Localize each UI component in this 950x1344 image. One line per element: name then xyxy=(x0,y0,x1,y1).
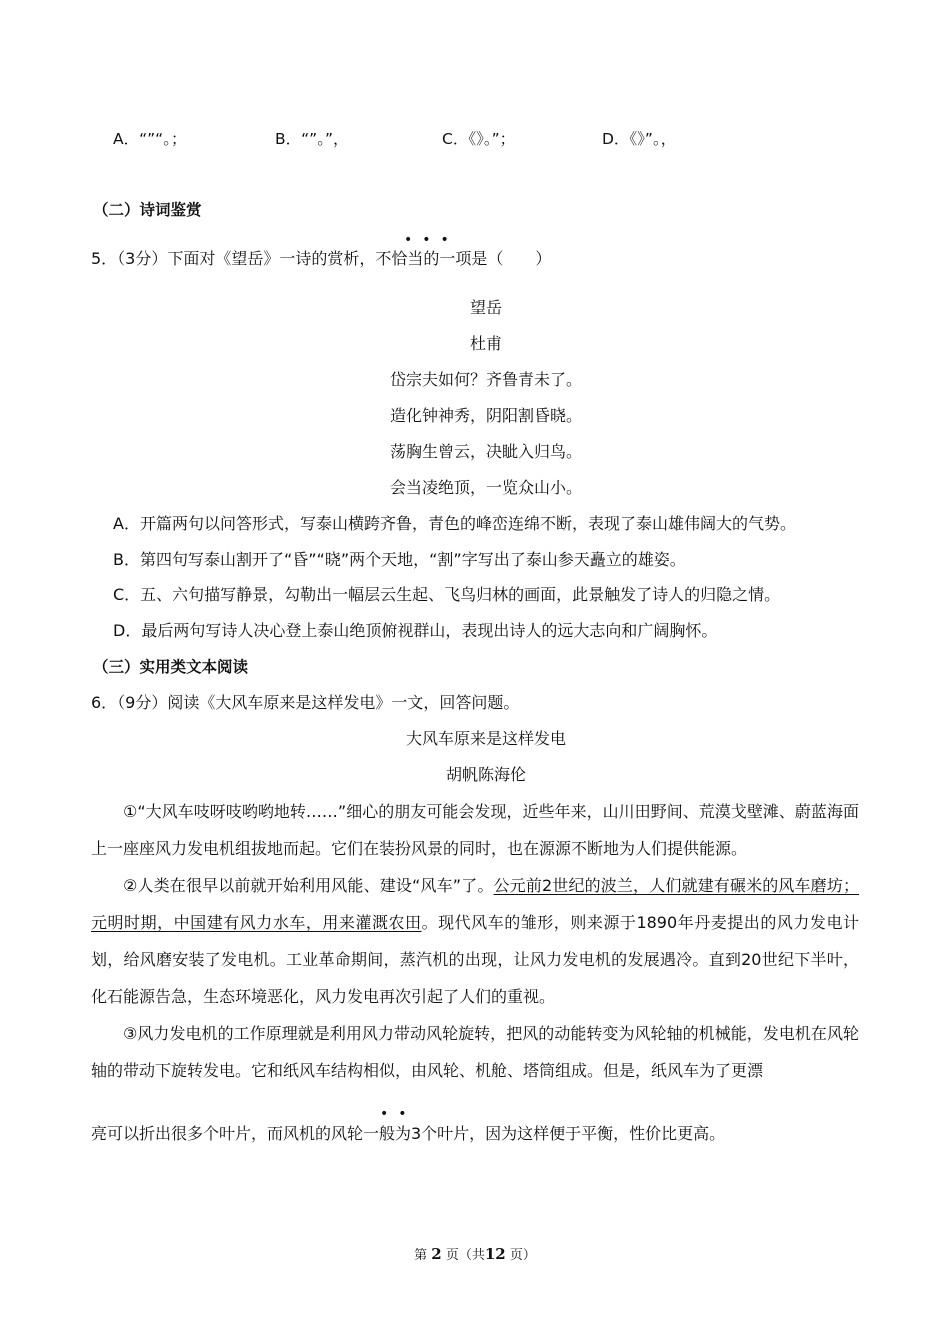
q5-option-d: D．最后两句写诗人决心登上泰山绝顶俯视群山，表现出诗人的远大志向和广阔胸怀。 xyxy=(113,621,718,640)
footer-suffix: 页） xyxy=(509,1248,536,1263)
article-paragraph-1 xyxy=(91,793,859,867)
section-heading-poetry: （二）诗词鉴赏 xyxy=(93,201,202,219)
footer-prefix: 第 xyxy=(414,1248,428,1263)
q5-option-b: B．第四句写泰山割开了“昏”“晓”两个天地，“割”字写出了泰山参天矗立的雄姿。 xyxy=(113,550,686,569)
poem-line: 荡胸生曾云，决眦入归鸟。 xyxy=(389,442,582,461)
q5-question: 5．（3分）下面对《望岳》一诗的赏析，不恰当的一项是（ ） xyxy=(91,249,552,268)
poem-author: 杜甫 xyxy=(469,334,502,353)
page-number: 2 xyxy=(431,1245,442,1263)
paragraph-text: 。现代风车的雏形，则来源于1890年丹麦提出的风力发电计划，给风磨安装了发电机。工业革命期间，蒸汽机的出现，让风力发电机的发展遇冷。直到20世纪下半叶，化石能源告急，生态环境恶化，风力发电再次引起了人们的重视。 xyxy=(91,913,859,1006)
poem-line: 会当凌绝顶，一览众山小。 xyxy=(389,478,582,497)
paragraph-text: ①“大风车吱呀吱哟哟地转……”细心的朋友可能会发现，近些年来，山川田野间、荒漠戈壁滩、蔚蓝海面上一座座风力发电机组拔地而起。它们在装扮风景的同时，也在源源不断地为人们提供能源。 xyxy=(91,802,859,858)
emphasis-dots: •• xyxy=(380,1106,417,1122)
paragraph-text: ③风力发电机的工作原理就是利用风力带动风轮旋转，把风的动能转变为风轮轴的机械能，发电机在风轮轴的带动下旋转发电。它和纸风车结构相似，由风轮、机舱、塔筒组成。但是，纸风车为了更漂 xyxy=(91,1024,859,1080)
emphasis-dots: ••• xyxy=(404,232,459,248)
q4-option-d: D．《》”。， xyxy=(602,130,677,148)
page-total: 12 xyxy=(484,1245,506,1263)
q4-option-c: C．《》。”； xyxy=(442,130,516,148)
footer-middle: 页（共 xyxy=(445,1248,485,1263)
article-paragraph-3 xyxy=(91,1015,859,1089)
q4-option-b: B．“”。”， xyxy=(275,130,349,148)
paragraph-text: ②人类在很早以前就开始利用风能、建设“风车”了。 xyxy=(123,876,494,895)
poem-line: 岱宗夫如何？齐鲁青未了。 xyxy=(389,370,582,389)
article-title: 大风车原来是这样发电 xyxy=(405,729,566,748)
q5-option-a: A．开篇两句以问答形式，写泰山横跨齐鲁，青色的峰峦连绵不断，表现了泰山雄伟阔大的气势。 xyxy=(113,514,796,533)
poem-line: 造化钟神秀，阴阳割昏晓。 xyxy=(389,406,582,425)
article-paragraph-2 xyxy=(91,867,859,1015)
underlined-sentence: 公元前2世纪的波兰，人们就建有碾米的风车磨坊；元明时期，中国建有风力水车，用来灌溉农田 xyxy=(91,876,859,932)
q6-question: 6．（9分）阅读《大风车原来是这样发电》一文，回答问题。 xyxy=(91,693,520,712)
q5-option-c: C．五、六句描写静景，勾勒出一幅层云生起、飞鸟归林的画面，此景触发了诗人的归隐之情。 xyxy=(113,585,781,604)
q4-option-a: A．“”“。； xyxy=(113,130,187,148)
article-author: 胡帆陈海伦 xyxy=(445,765,526,784)
page-footer xyxy=(0,1244,950,1266)
poem-title: 望岳 xyxy=(469,298,502,317)
paragraph-continuation: 亮可以折出很多个叶片，而风机的风轮一般为3个叶片，因为这样便于平衡，性价比更高。 xyxy=(91,1124,726,1143)
section-heading-practical-reading: （三）实用类文本阅读 xyxy=(93,658,249,676)
